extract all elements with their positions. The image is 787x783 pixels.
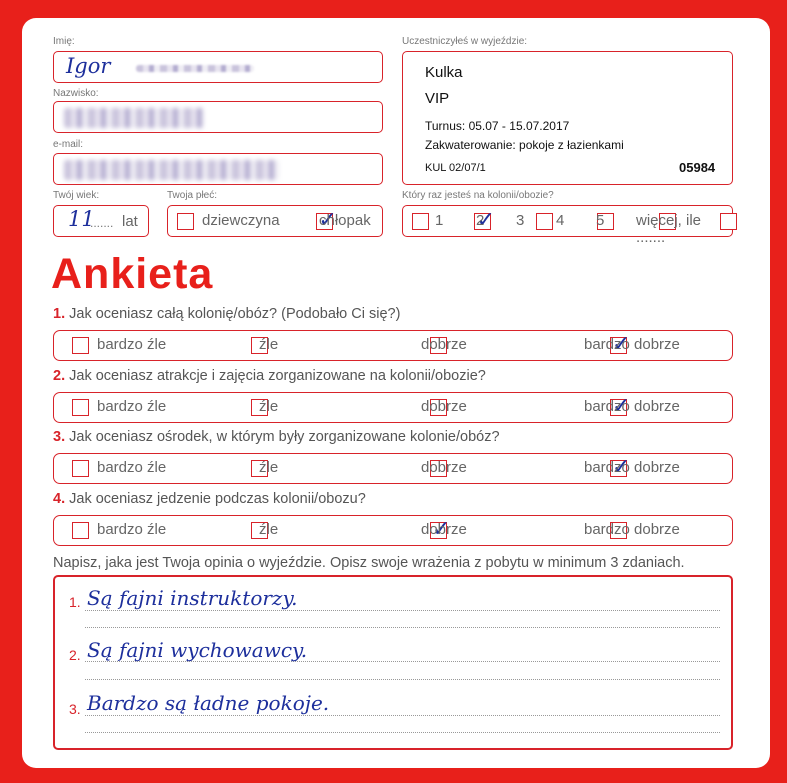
name-field[interactable] [53, 51, 383, 83]
name-value: Igor [66, 54, 111, 78]
trip-turnus: Turnus: 05.07 - 15.07.2017 [425, 119, 570, 133]
question-1-text [53, 306, 400, 322]
question-2-answers [53, 392, 733, 423]
times-label: Który raz jesteś na kolonii/obozie? [402, 190, 554, 201]
crossed-out-scribble [136, 65, 254, 72]
answer-option-label: bardzo źle [97, 398, 167, 415]
question-number: 4. [53, 491, 66, 507]
answer-option-label: źle [259, 521, 279, 538]
trip-stamp [402, 51, 733, 185]
trip-code: KUL 02/07/1 [425, 162, 486, 174]
gender-option-girl: dziewczyna [202, 212, 280, 229]
answer-option-label: dobrze [421, 459, 467, 476]
question-label: Jak oceniasz jedzenie podczas kolonii/obozu? [69, 491, 366, 507]
gender-option-boy: chłopak [319, 212, 371, 229]
age-label: Twój wiek: [53, 190, 100, 201]
question-label: Jak oceniasz ośrodek, w którym były zorganizowane kolonie/obóz? [69, 429, 500, 445]
opinion-num-3: 3. [69, 701, 81, 717]
opinion-line-3-dots [85, 715, 720, 716]
gender-field [167, 205, 383, 237]
answer-option-label: źle [259, 336, 279, 353]
answer-option-label: bardzo dobrze [584, 398, 680, 415]
question-2-text [53, 368, 486, 384]
trip-type: VIP [425, 90, 450, 107]
opinion-line-2b-dots [85, 679, 720, 680]
question-number: 2. [53, 368, 66, 384]
answer-option-label: bardzo źle [97, 521, 167, 538]
trip-number: 05984 [679, 160, 716, 175]
email-label: e-mail: [53, 139, 84, 150]
answer-option-label: bardzo źle [97, 336, 167, 353]
checkbox-q4-option-1[interactable] [72, 522, 89, 539]
checkbox-times-3[interactable] [536, 213, 553, 230]
checkbox-q3-option-1[interactable] [72, 460, 89, 477]
opinion-line-3b-dots [85, 732, 720, 733]
answer-option-label: bardzo dobrze [584, 336, 680, 353]
survey-title: Ankieta [51, 250, 214, 298]
question-3-answers [53, 453, 733, 484]
trip-name: Kulka [425, 64, 463, 81]
opinion-text-2: Są fajni wychowawcy. [87, 638, 308, 662]
opinion-text-1: Są fajni instruktorzy. [87, 586, 298, 610]
opinion-box[interactable] [53, 575, 733, 750]
answer-option-label: źle [259, 459, 279, 476]
opinion-prompt: Napisz, jaka jest Twoja opinia o wyjeździe. Opisz swoje wrażenia z pobytu w minimum 3 zdaniach. [53, 555, 685, 571]
gender-label: Twoja płeć: [167, 190, 218, 201]
age-value: 11 [68, 207, 95, 231]
times-option-1: 1 [435, 212, 444, 229]
question-1-answers [53, 330, 733, 361]
surname-label: Nazwisko: [53, 88, 99, 99]
age-field[interactable] [53, 205, 149, 237]
age-dots: ....... [90, 216, 114, 230]
opinion-num-1: 1. [69, 594, 81, 610]
times-option-5: 5 [596, 212, 605, 229]
email-redacted [64, 160, 279, 180]
checkbox-times-1[interactable] [412, 213, 429, 230]
times-option-3: 3 [516, 212, 525, 229]
answer-option-label: dobrze [421, 336, 467, 353]
question-3-text [53, 429, 500, 445]
survey-sheet [22, 18, 770, 768]
opinion-line-1b-dots [85, 627, 720, 628]
answer-option-label: dobrze [421, 398, 467, 415]
times-option-4: 4 [556, 212, 565, 229]
trip-label: Uczestniczyłeś w wyjeździe: [402, 36, 528, 47]
name-label: Imię: [53, 36, 75, 47]
question-label: Jak oceniasz całą kolonię/obóz? (Podobało Ci się?) [69, 306, 401, 322]
checkbox-dziewczyna[interactable] [177, 213, 194, 230]
surname-field[interactable] [53, 101, 383, 133]
question-4-text [53, 491, 366, 507]
answer-option-label: bardzo dobrze [584, 521, 680, 538]
age-unit: lat [122, 213, 138, 230]
opinion-line-1-dots [85, 610, 720, 611]
checkbox-q2-option-1[interactable] [72, 399, 89, 416]
times-field [402, 205, 733, 246]
question-4-answers [53, 515, 733, 546]
email-field[interactable] [53, 153, 383, 185]
answer-option-label: źle [259, 398, 279, 415]
answer-option-label: bardzo dobrze [584, 459, 680, 476]
opinion-num-2: 2. [69, 647, 81, 663]
question-label: Jak oceniasz atrakcje i zajęcia zorganizowane na kolonii/obozie? [69, 368, 486, 384]
opinion-text-3: Bardzo są ładne pokoje. [87, 691, 330, 715]
question-number: 3. [53, 429, 66, 445]
answer-option-label: dobrze [421, 521, 467, 538]
answer-option-label: bardzo źle [97, 459, 167, 476]
question-number: 1. [53, 306, 66, 322]
times-option-more: więcej, ile ....... [636, 212, 702, 246]
times-option-2: 2 [476, 212, 485, 229]
surname-redacted [64, 108, 204, 128]
trip-accommodation: Zakwaterowanie: pokoje z łazienkami [425, 138, 624, 152]
checkbox-q1-option-1[interactable] [72, 337, 89, 354]
